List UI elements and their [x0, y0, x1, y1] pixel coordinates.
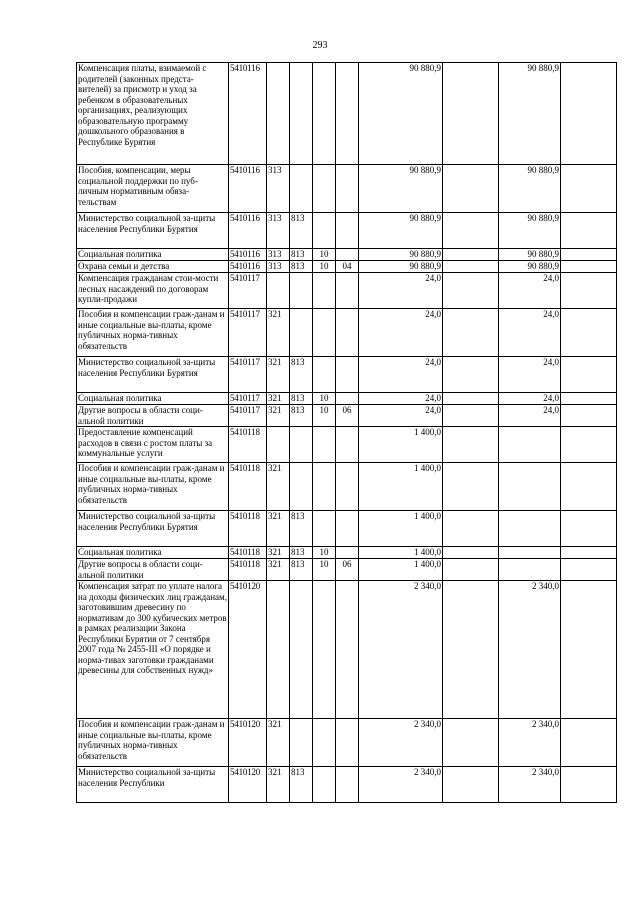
- cell-section: 10: [313, 559, 336, 581]
- cell-name: Охрана семьи и детства: [77, 261, 229, 273]
- cell-empty-2: [561, 261, 617, 273]
- cell-name: Министерство социальной за-щиты населения Республики Бурятия: [77, 357, 229, 393]
- cell-amount-1: 24,0: [359, 405, 443, 427]
- cell-subsection: [336, 427, 359, 463]
- cell-ministry-code: 813: [290, 249, 313, 261]
- cell-amount-2: 24,0: [499, 309, 561, 357]
- cell-amount-1: 1 400,0: [359, 547, 443, 559]
- cell-amount-1: 90 880,9: [359, 213, 443, 249]
- cell-target-code: 5410117: [229, 309, 267, 357]
- cell-name: Другие вопросы в области соци-альной политики: [77, 559, 229, 581]
- cell-target-code: 5410118: [229, 547, 267, 559]
- cell-subsection: [336, 273, 359, 309]
- cell-section: [313, 581, 336, 719]
- cell-name: Компенсация платы, взимаемой с родителей (законных предста-вителей) за присмотр и уход за ребенком в образовательных организациях, реализующих образовательную программу дошкольного образования в Республике Бурятия: [77, 63, 229, 165]
- cell-section: [313, 309, 336, 357]
- cell-amount-1: 90 880,9: [359, 261, 443, 273]
- cell-amount-2: 90 880,9: [499, 63, 561, 165]
- cell-empty-1: [443, 427, 499, 463]
- cell-ministry-code: 813: [290, 213, 313, 249]
- cell-expense-type: 321: [267, 405, 290, 427]
- cell-empty-2: [561, 249, 617, 261]
- cell-ministry-code: 813: [290, 767, 313, 803]
- cell-expense-type: 321: [267, 559, 290, 581]
- cell-amount-2: 24,0: [499, 273, 561, 309]
- cell-empty-2: [561, 393, 617, 405]
- cell-name: Пособия и компенсации граж-данам и иные социальные вы-платы, кроме публичных норма-тивных обязательств: [77, 719, 229, 767]
- cell-amount-2: 24,0: [499, 357, 561, 393]
- cell-ministry-code: [290, 165, 313, 213]
- cell-target-code: 5410120: [229, 581, 267, 719]
- cell-section: [313, 427, 336, 463]
- cell-amount-1: 24,0: [359, 393, 443, 405]
- cell-subsection: [336, 463, 359, 511]
- table-row: [77, 581, 617, 719]
- cell-amount-2: [499, 463, 561, 511]
- cell-empty-1: [443, 309, 499, 357]
- cell-expense-type: [267, 63, 290, 165]
- cell-section: [313, 767, 336, 803]
- table-row: [77, 547, 617, 559]
- cell-empty-1: [443, 213, 499, 249]
- cell-section: [313, 273, 336, 309]
- table-row: [77, 309, 617, 357]
- cell-subsection: [336, 767, 359, 803]
- cell-ministry-code: [290, 63, 313, 165]
- cell-amount-2: 90 880,9: [499, 165, 561, 213]
- cell-amount-2: [499, 511, 561, 547]
- cell-ministry-code: [290, 463, 313, 511]
- cell-amount-2: [499, 559, 561, 581]
- cell-empty-1: [443, 463, 499, 511]
- cell-empty-2: [561, 357, 617, 393]
- cell-name: Компенсация гражданам стои-мости лесных насаждений по договорам купли-продажи: [77, 273, 229, 309]
- cell-empty-2: [561, 273, 617, 309]
- cell-target-code: 5410118: [229, 463, 267, 511]
- cell-empty-1: [443, 261, 499, 273]
- cell-name: Социальная политика: [77, 393, 229, 405]
- cell-subsection: [336, 581, 359, 719]
- cell-subsection: [336, 165, 359, 213]
- cell-empty-2: [561, 463, 617, 511]
- cell-empty-1: [443, 719, 499, 767]
- cell-name: Пособия, компенсации, меры социальной поддержки по пуб-личным нормативным обяза-тельствам: [77, 165, 229, 213]
- cell-name: Другие вопросы в области соци-альной политики: [77, 405, 229, 427]
- cell-section: [313, 63, 336, 165]
- cell-amount-1: 24,0: [359, 309, 443, 357]
- cell-ministry-code: 813: [290, 261, 313, 273]
- cell-subsection: [336, 249, 359, 261]
- cell-expense-type: 321: [267, 767, 290, 803]
- cell-expense-type: 321: [267, 357, 290, 393]
- table-row: [77, 249, 617, 261]
- cell-subsection: [336, 547, 359, 559]
- cell-target-code: 5410118: [229, 427, 267, 463]
- cell-empty-1: [443, 405, 499, 427]
- cell-section: [313, 357, 336, 393]
- cell-subsection: [336, 511, 359, 547]
- cell-empty-1: [443, 357, 499, 393]
- cell-amount-2: 90 880,9: [499, 213, 561, 249]
- cell-amount-1: 1 400,0: [359, 511, 443, 547]
- cell-amount-2: 2 340,0: [499, 581, 561, 719]
- table-row: [77, 393, 617, 405]
- cell-ministry-code: 813: [290, 393, 313, 405]
- cell-empty-2: [561, 547, 617, 559]
- cell-name: Предоставление компенсаций расходов в связи с ростом платы за коммунальные услуги: [77, 427, 229, 463]
- cell-empty-2: [561, 767, 617, 803]
- cell-name: Компенсация затрат по уплате налога на доходы физических лиц гражданам, заготовившим древесину по нормативам до 300 кубических метров в рамках реализации Закона Республики Бурятия от 7 сентября 2007 года № 2455-III «О порядке и норма-тивах заготовки гражданами древесины для собственных нужд»: [77, 581, 229, 719]
- cell-empty-1: [443, 581, 499, 719]
- cell-target-code: 5410118: [229, 559, 267, 581]
- cell-target-code: 5410117: [229, 357, 267, 393]
- cell-target-code: 5410116: [229, 165, 267, 213]
- table-row: [77, 273, 617, 309]
- budget-table: [76, 62, 617, 803]
- cell-amount-2: 24,0: [499, 405, 561, 427]
- table-row: [77, 165, 617, 213]
- cell-empty-2: [561, 581, 617, 719]
- cell-section: 10: [313, 405, 336, 427]
- cell-expense-type: 321: [267, 463, 290, 511]
- cell-amount-1: 1 400,0: [359, 427, 443, 463]
- cell-name: Социальная политика: [77, 547, 229, 559]
- cell-ministry-code: 813: [290, 405, 313, 427]
- cell-empty-1: [443, 511, 499, 547]
- page-number: 293: [312, 40, 328, 51]
- cell-amount-1: 1 400,0: [359, 559, 443, 581]
- cell-expense-type: 313: [267, 213, 290, 249]
- cell-expense-type: 321: [267, 393, 290, 405]
- cell-target-code: 5410116: [229, 249, 267, 261]
- table-row: [77, 511, 617, 547]
- cell-expense-type: 321: [267, 719, 290, 767]
- cell-section: [313, 165, 336, 213]
- cell-empty-2: [561, 405, 617, 427]
- cell-target-code: 5410116: [229, 63, 267, 165]
- cell-amount-2: [499, 547, 561, 559]
- table-row: [77, 213, 617, 249]
- cell-name: Пособия и компенсации граж-данам и иные социальные вы-платы, кроме публичных норма-тивных обязательств: [77, 463, 229, 511]
- cell-target-code: 5410120: [229, 719, 267, 767]
- cell-section: [313, 213, 336, 249]
- table-row: [77, 261, 617, 273]
- cell-amount-1: 90 880,9: [359, 63, 443, 165]
- cell-subsection: [336, 719, 359, 767]
- cell-section: [313, 511, 336, 547]
- cell-amount-1: 24,0: [359, 273, 443, 309]
- cell-section: 10: [313, 547, 336, 559]
- table-body: [77, 63, 617, 803]
- cell-empty-1: [443, 249, 499, 261]
- cell-name: Пособия и компенсации граж-данам и иные социальные вы-платы, кроме публичных норма-тивных обязательств: [77, 309, 229, 357]
- cell-subsection: 06: [336, 405, 359, 427]
- cell-empty-1: [443, 547, 499, 559]
- cell-subsection: [336, 393, 359, 405]
- cell-empty-2: [561, 511, 617, 547]
- cell-section: [313, 719, 336, 767]
- table-row: [77, 357, 617, 393]
- cell-subsection: [336, 63, 359, 165]
- cell-empty-2: [561, 63, 617, 165]
- cell-subsection: [336, 309, 359, 357]
- table-row: [77, 463, 617, 511]
- cell-ministry-code: [290, 581, 313, 719]
- cell-expense-type: 321: [267, 547, 290, 559]
- cell-target-code: 5410120: [229, 767, 267, 803]
- cell-ministry-code: [290, 427, 313, 463]
- table-row: [77, 559, 617, 581]
- cell-amount-2: 2 340,0: [499, 719, 561, 767]
- cell-section: 10: [313, 249, 336, 261]
- cell-subsection: 04: [336, 261, 359, 273]
- cell-expense-type: 313: [267, 261, 290, 273]
- cell-empty-2: [561, 213, 617, 249]
- cell-empty-1: [443, 165, 499, 213]
- cell-ministry-code: 813: [290, 357, 313, 393]
- cell-name: Министерство социальной за-щиты населения Республики Бурятия: [77, 213, 229, 249]
- cell-ministry-code: [290, 273, 313, 309]
- cell-empty-2: [561, 309, 617, 357]
- cell-expense-type: 321: [267, 309, 290, 357]
- table-row: [77, 719, 617, 767]
- cell-subsection: 06: [336, 559, 359, 581]
- cell-target-code: 5410118: [229, 511, 267, 547]
- cell-expense-type: 313: [267, 249, 290, 261]
- table-row: [77, 405, 617, 427]
- cell-amount-1: 1 400,0: [359, 463, 443, 511]
- cell-amount-2: 90 880,9: [499, 249, 561, 261]
- cell-target-code: 5410116: [229, 261, 267, 273]
- cell-amount-2: 24,0: [499, 393, 561, 405]
- cell-expense-type: [267, 581, 290, 719]
- cell-target-code: 5410116: [229, 213, 267, 249]
- cell-empty-2: [561, 427, 617, 463]
- cell-empty-1: [443, 767, 499, 803]
- cell-ministry-code: 813: [290, 511, 313, 547]
- cell-ministry-code: [290, 719, 313, 767]
- cell-amount-1: 24,0: [359, 357, 443, 393]
- cell-section: 10: [313, 261, 336, 273]
- cell-amount-1: 90 880,9: [359, 249, 443, 261]
- table-row: [77, 63, 617, 165]
- cell-target-code: 5410117: [229, 393, 267, 405]
- cell-target-code: 5410117: [229, 273, 267, 309]
- cell-amount-1: 2 340,0: [359, 581, 443, 719]
- cell-section: [313, 463, 336, 511]
- cell-empty-1: [443, 559, 499, 581]
- cell-expense-type: [267, 427, 290, 463]
- cell-amount-2: 90 880,9: [499, 261, 561, 273]
- cell-empty-2: [561, 559, 617, 581]
- cell-empty-2: [561, 719, 617, 767]
- cell-empty-2: [561, 165, 617, 213]
- cell-target-code: 5410117: [229, 405, 267, 427]
- cell-empty-1: [443, 63, 499, 165]
- cell-name: Министерство социальной за-щиты населения Республики Бурятия: [77, 511, 229, 547]
- cell-amount-1: 2 340,0: [359, 767, 443, 803]
- cell-empty-1: [443, 273, 499, 309]
- cell-subsection: [336, 213, 359, 249]
- cell-ministry-code: 813: [290, 547, 313, 559]
- table-row: [77, 767, 617, 803]
- cell-expense-type: 321: [267, 511, 290, 547]
- cell-expense-type: 313: [267, 165, 290, 213]
- cell-name: Министерство социальной за-щиты населения Республики: [77, 767, 229, 803]
- table-row: [77, 427, 617, 463]
- cell-section: 10: [313, 393, 336, 405]
- cell-amount-2: 2 340,0: [499, 767, 561, 803]
- cell-ministry-code: [290, 309, 313, 357]
- cell-ministry-code: 813: [290, 559, 313, 581]
- cell-amount-2: [499, 427, 561, 463]
- cell-name: Социальная политика: [77, 249, 229, 261]
- cell-empty-1: [443, 393, 499, 405]
- cell-amount-1: 90 880,9: [359, 165, 443, 213]
- cell-amount-1: 2 340,0: [359, 719, 443, 767]
- cell-expense-type: [267, 273, 290, 309]
- cell-subsection: [336, 357, 359, 393]
